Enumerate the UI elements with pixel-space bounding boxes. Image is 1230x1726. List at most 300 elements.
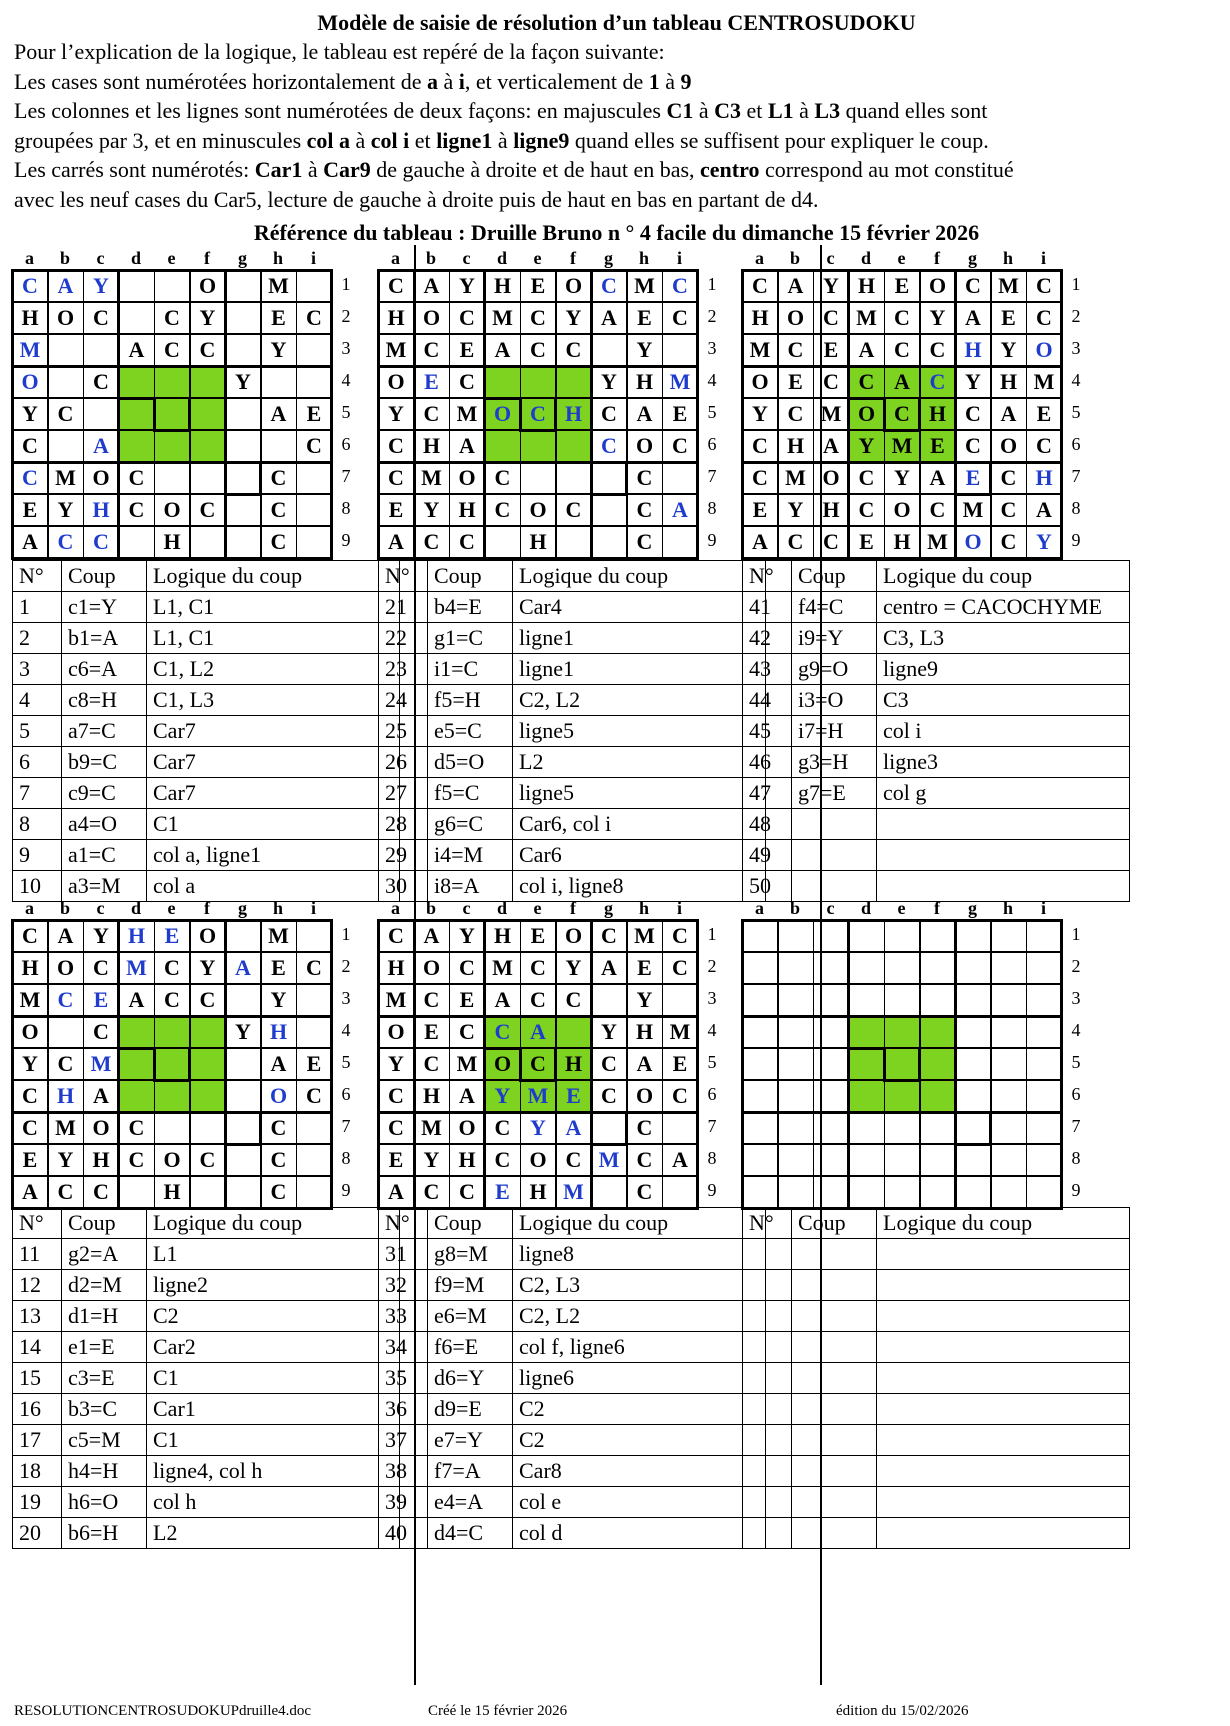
cell-b2[interactable]: O	[48, 302, 84, 334]
cell-a9[interactable]	[742, 1176, 778, 1208]
cell-i1[interactable]	[296, 270, 332, 302]
cell-f9[interactable]: M	[920, 526, 956, 558]
cell-c3[interactable]: E	[449, 984, 485, 1016]
cell-d9[interactable]	[119, 1176, 155, 1208]
cell-h5[interactable]: A	[627, 1048, 663, 1080]
cell-b5[interactable]	[778, 1048, 814, 1080]
cell-h6[interactable]	[991, 1080, 1027, 1112]
cell-f1[interactable]: O	[920, 270, 956, 302]
cell-e2[interactable]: C	[520, 302, 556, 334]
cell-d6[interactable]	[849, 1080, 885, 1112]
cell-c1[interactable]: Y	[449, 270, 485, 302]
cell-c2[interactable]: C	[813, 302, 849, 334]
cell-f9[interactable]	[920, 1176, 956, 1208]
cell-b6[interactable]: H	[48, 1080, 84, 1112]
cell-i7[interactable]	[1026, 1112, 1062, 1144]
cell-b1[interactable]: A	[48, 270, 84, 302]
cell-b6[interactable]	[48, 430, 84, 462]
cell-d9[interactable]	[849, 1176, 885, 1208]
cell-e8[interactable]: O	[520, 1144, 556, 1176]
cell-h6[interactable]: O	[991, 430, 1027, 462]
cell-h4[interactable]	[261, 366, 297, 398]
cell-g6[interactable]: C	[591, 430, 627, 462]
cell-i8[interactable]	[1026, 1144, 1062, 1176]
cell-g8[interactable]: M	[591, 1144, 627, 1176]
cell-g4[interactable]: Y	[225, 1016, 261, 1048]
cell-e5[interactable]: C	[520, 1048, 556, 1080]
cell-i6[interactable]	[1026, 1080, 1062, 1112]
cell-g7[interactable]: E	[955, 462, 991, 494]
cell-f3[interactable]	[920, 984, 956, 1016]
cell-i1[interactable]: C	[662, 270, 698, 302]
cell-a7[interactable]	[742, 1112, 778, 1144]
cell-h6[interactable]: O	[627, 430, 663, 462]
cell-e4[interactable]: A	[520, 1016, 556, 1048]
cell-h9[interactable]	[991, 1176, 1027, 1208]
cell-e6[interactable]	[520, 430, 556, 462]
cell-d2[interactable]: M	[485, 952, 521, 984]
cell-h5[interactable]: A	[261, 398, 297, 430]
cell-f3[interactable]: C	[556, 984, 592, 1016]
cell-c3[interactable]: E	[449, 334, 485, 366]
cell-e8[interactable]: O	[154, 1144, 190, 1176]
cell-c8[interactable]: H	[83, 1144, 119, 1176]
cell-c9[interactable]: C	[83, 1176, 119, 1208]
cell-a4[interactable]	[742, 1016, 778, 1048]
cell-e6[interactable]: M	[520, 1080, 556, 1112]
cell-g4[interactable]: Y	[591, 366, 627, 398]
cell-i9[interactable]	[296, 526, 332, 558]
cell-g1[interactable]: C	[955, 270, 991, 302]
cell-b1[interactable]: A	[778, 270, 814, 302]
cell-f7[interactable]	[920, 1112, 956, 1144]
cell-g5[interactable]: C	[591, 1048, 627, 1080]
cell-i5[interactable]: E	[296, 1048, 332, 1080]
cell-d6[interactable]	[119, 430, 155, 462]
cell-e9[interactable]: H	[884, 526, 920, 558]
cell-b4[interactable]: E	[414, 1016, 450, 1048]
cell-b5[interactable]: C	[48, 1048, 84, 1080]
cell-g1[interactable]: C	[591, 920, 627, 952]
cell-b7[interactable]: M	[778, 462, 814, 494]
cell-f7[interactable]: A	[920, 462, 956, 494]
cell-c6[interactable]: A	[83, 430, 119, 462]
cell-e3[interactable]: C	[154, 984, 190, 1016]
cell-d7[interactable]: C	[849, 462, 885, 494]
cell-i3[interactable]	[662, 334, 698, 366]
cell-a7[interactable]: C	[378, 462, 414, 494]
cell-f2[interactable]: Y	[556, 952, 592, 984]
cell-f1[interactable]: O	[556, 270, 592, 302]
cell-a9[interactable]: A	[12, 1176, 48, 1208]
cell-c2[interactable]: C	[83, 952, 119, 984]
cell-c9[interactable]	[813, 1176, 849, 1208]
cell-d4[interactable]: C	[849, 366, 885, 398]
cell-b1[interactable]: A	[414, 270, 450, 302]
cell-e5[interactable]	[154, 1048, 190, 1080]
cell-e2[interactable]: C	[154, 952, 190, 984]
cell-h3[interactable]: Y	[627, 984, 663, 1016]
cell-c7[interactable]: O	[83, 1112, 119, 1144]
cell-e1[interactable]	[154, 270, 190, 302]
cell-h4[interactable]: H	[991, 366, 1027, 398]
cell-f5[interactable]: H	[920, 398, 956, 430]
cell-a4[interactable]: O	[378, 1016, 414, 1048]
cell-b2[interactable]: O	[414, 952, 450, 984]
cell-b2[interactable]: O	[414, 302, 450, 334]
cell-b3[interactable]: C	[414, 334, 450, 366]
cell-b5[interactable]: C	[414, 1048, 450, 1080]
cell-i3[interactable]	[662, 984, 698, 1016]
cell-f9[interactable]	[556, 526, 592, 558]
cell-c8[interactable]: H	[449, 1144, 485, 1176]
cell-i3[interactable]	[296, 984, 332, 1016]
cell-i4[interactable]	[296, 366, 332, 398]
cell-e4[interactable]	[154, 366, 190, 398]
cell-g9[interactable]: O	[955, 526, 991, 558]
cell-c1[interactable]: Y	[449, 920, 485, 952]
cell-a9[interactable]: A	[378, 1176, 414, 1208]
cell-c5[interactable]: M	[449, 1048, 485, 1080]
cell-d6[interactable]	[485, 430, 521, 462]
cell-h8[interactable]: C	[991, 494, 1027, 526]
cell-e6[interactable]: M	[884, 430, 920, 462]
cell-d2[interactable]: M	[485, 302, 521, 334]
cell-b4[interactable]: E	[414, 366, 450, 398]
cell-d4[interactable]	[485, 366, 521, 398]
cell-c5[interactable]: M	[449, 398, 485, 430]
cell-b1[interactable]	[778, 920, 814, 952]
cell-c8[interactable]: H	[449, 494, 485, 526]
cell-d1[interactable]	[849, 920, 885, 952]
cell-h8[interactable]: C	[261, 1144, 297, 1176]
cell-d9[interactable]	[119, 526, 155, 558]
cell-g6[interactable]	[225, 1080, 261, 1112]
cell-a1[interactable]: C	[742, 270, 778, 302]
cell-b4[interactable]	[778, 1016, 814, 1048]
cell-c2[interactable]: C	[449, 302, 485, 334]
cell-f2[interactable]: Y	[190, 302, 226, 334]
cell-f7[interactable]	[190, 462, 226, 494]
cell-b7[interactable]: M	[48, 1112, 84, 1144]
cell-h4[interactable]	[991, 1016, 1027, 1048]
cell-b1[interactable]: A	[414, 920, 450, 952]
cell-c4[interactable]: C	[449, 366, 485, 398]
cell-c9[interactable]: C	[449, 1176, 485, 1208]
cell-c3[interactable]: E	[83, 984, 119, 1016]
cell-a9[interactable]: A	[378, 526, 414, 558]
cell-c4[interactable]: C	[449, 1016, 485, 1048]
cell-f7[interactable]	[190, 1112, 226, 1144]
cell-e9[interactable]: H	[154, 1176, 190, 1208]
cell-e8[interactable]: O	[520, 494, 556, 526]
cell-f8[interactable]: C	[556, 1144, 592, 1176]
cell-h2[interactable]: E	[991, 302, 1027, 334]
cell-h3[interactable]: Y	[991, 334, 1027, 366]
cell-h7[interactable]	[991, 1112, 1027, 1144]
cell-e8[interactable]	[884, 1144, 920, 1176]
cell-c7[interactable]: O	[813, 462, 849, 494]
cell-e7[interactable]	[520, 462, 556, 494]
cell-i7[interactable]	[296, 1112, 332, 1144]
cell-b4[interactable]: E	[778, 366, 814, 398]
cell-a6[interactable]: C	[12, 430, 48, 462]
cell-g2[interactable]	[225, 302, 261, 334]
cell-c7[interactable]	[813, 1112, 849, 1144]
cell-c5[interactable]: M	[83, 1048, 119, 1080]
cell-f3[interactable]: C	[556, 334, 592, 366]
cell-e4[interactable]	[884, 1016, 920, 1048]
cell-f2[interactable]: Y	[190, 952, 226, 984]
cell-c5[interactable]: M	[813, 398, 849, 430]
cell-e2[interactable]: C	[520, 952, 556, 984]
cell-b9[interactable]: C	[48, 1176, 84, 1208]
cell-f4[interactable]	[190, 1016, 226, 1048]
cell-h2[interactable]	[991, 952, 1027, 984]
cell-f1[interactable]	[920, 920, 956, 952]
cell-g5[interactable]	[225, 398, 261, 430]
cell-h5[interactable]: A	[261, 1048, 297, 1080]
cell-h9[interactable]: C	[261, 526, 297, 558]
cell-d2[interactable]: M	[119, 952, 155, 984]
cell-b7[interactable]: M	[414, 462, 450, 494]
cell-i1[interactable]: C	[662, 920, 698, 952]
cell-d1[interactable]: H	[849, 270, 885, 302]
cell-e5[interactable]: C	[520, 398, 556, 430]
cell-b5[interactable]: C	[48, 398, 84, 430]
cell-f5[interactable]	[190, 1048, 226, 1080]
cell-a3[interactable]: M	[12, 984, 48, 1016]
cell-c5[interactable]	[813, 1048, 849, 1080]
cell-f8[interactable]: C	[920, 494, 956, 526]
cell-c2[interactable]	[813, 952, 849, 984]
cell-g6[interactable]	[225, 430, 261, 462]
cell-d8[interactable]: C	[485, 494, 521, 526]
cell-g8[interactable]	[225, 1144, 261, 1176]
cell-e7[interactable]	[884, 1112, 920, 1144]
cell-g7[interactable]	[591, 462, 627, 494]
cell-e2[interactable]: C	[884, 302, 920, 334]
cell-g6[interactable]: C	[591, 1080, 627, 1112]
cell-b8[interactable]: Y	[48, 1144, 84, 1176]
cell-i3[interactable]	[296, 334, 332, 366]
cell-i7[interactable]	[296, 462, 332, 494]
cell-i5[interactable]: E	[296, 398, 332, 430]
cell-i4[interactable]	[1026, 1016, 1062, 1048]
cell-a8[interactable]: E	[12, 1144, 48, 1176]
cell-h3[interactable]	[991, 984, 1027, 1016]
cell-a7[interactable]: C	[378, 1112, 414, 1144]
cell-b2[interactable]: O	[778, 302, 814, 334]
cell-g5[interactable]	[955, 1048, 991, 1080]
cell-e7[interactable]: Y	[520, 1112, 556, 1144]
cell-b9[interactable]: C	[414, 1176, 450, 1208]
cell-h5[interactable]	[991, 1048, 1027, 1080]
cell-h9[interactable]: C	[261, 1176, 297, 1208]
cell-b8[interactable]: Y	[778, 494, 814, 526]
cell-c2[interactable]: C	[83, 302, 119, 334]
cell-i9[interactable]: Y	[1026, 526, 1062, 558]
cell-h1[interactable]: M	[261, 270, 297, 302]
cell-a8[interactable]: E	[378, 1144, 414, 1176]
cell-a6[interactable]: C	[12, 1080, 48, 1112]
cell-b6[interactable]: H	[414, 430, 450, 462]
cell-e1[interactable]: E	[520, 270, 556, 302]
cell-d6[interactable]: Y	[485, 1080, 521, 1112]
cell-d7[interactable]: C	[485, 1112, 521, 1144]
cell-g9[interactable]	[955, 1176, 991, 1208]
cell-h3[interactable]: Y	[627, 334, 663, 366]
cell-g3[interactable]: H	[955, 334, 991, 366]
cell-e7[interactable]	[154, 462, 190, 494]
cell-b5[interactable]: C	[778, 398, 814, 430]
cell-a4[interactable]: O	[742, 366, 778, 398]
cell-e1[interactable]: E	[884, 270, 920, 302]
cell-i9[interactable]	[296, 1176, 332, 1208]
cell-h6[interactable]	[261, 430, 297, 462]
cell-c8[interactable]	[813, 1144, 849, 1176]
cell-e9[interactable]: H	[154, 526, 190, 558]
cell-d7[interactable]: C	[119, 1112, 155, 1144]
cell-d5[interactable]: O	[485, 398, 521, 430]
cell-e5[interactable]	[154, 398, 190, 430]
cell-a4[interactable]: O	[12, 366, 48, 398]
cell-a8[interactable]: E	[742, 494, 778, 526]
cell-d4[interactable]: C	[485, 1016, 521, 1048]
cell-f8[interactable]	[920, 1144, 956, 1176]
cell-f2[interactable]: Y	[920, 302, 956, 334]
cell-f3[interactable]: C	[920, 334, 956, 366]
cell-c6[interactable]: A	[449, 1080, 485, 1112]
cell-h7[interactable]: C	[991, 462, 1027, 494]
cell-d7[interactable]	[849, 1112, 885, 1144]
cell-f8[interactable]: C	[190, 1144, 226, 1176]
cell-a5[interactable]: Y	[378, 398, 414, 430]
cell-e5[interactable]: C	[884, 398, 920, 430]
cell-g9[interactable]	[225, 1176, 261, 1208]
cell-e5[interactable]	[884, 1048, 920, 1080]
cell-d3[interactable]: A	[485, 984, 521, 1016]
cell-b3[interactable]: C	[48, 984, 84, 1016]
cell-a2[interactable]: H	[378, 302, 414, 334]
cell-a3[interactable]: M	[742, 334, 778, 366]
cell-f6[interactable]	[190, 1080, 226, 1112]
cell-b7[interactable]: M	[48, 462, 84, 494]
cell-g5[interactable]: C	[591, 398, 627, 430]
cell-d8[interactable]: C	[849, 494, 885, 526]
cell-e2[interactable]: C	[154, 302, 190, 334]
cell-e3[interactable]: C	[154, 334, 190, 366]
cell-c7[interactable]: O	[83, 462, 119, 494]
cell-b2[interactable]	[778, 952, 814, 984]
cell-e9[interactable]: H	[520, 526, 556, 558]
cell-f7[interactable]: A	[556, 1112, 592, 1144]
cell-b5[interactable]: C	[414, 398, 450, 430]
cell-i8[interactable]: A	[1026, 494, 1062, 526]
cell-e9[interactable]	[884, 1176, 920, 1208]
cell-i1[interactable]	[1026, 920, 1062, 952]
cell-d5[interactable]: O	[849, 398, 885, 430]
cell-g1[interactable]	[225, 270, 261, 302]
cell-c9[interactable]: C	[83, 526, 119, 558]
cell-d1[interactable]: H	[485, 920, 521, 952]
cell-a8[interactable]: E	[12, 494, 48, 526]
cell-i5[interactable]	[1026, 1048, 1062, 1080]
cell-i9[interactable]	[662, 1176, 698, 1208]
cell-f9[interactable]: M	[556, 1176, 592, 1208]
cell-h8[interactable]: C	[627, 1144, 663, 1176]
cell-d8[interactable]: C	[485, 1144, 521, 1176]
cell-a1[interactable]	[742, 920, 778, 952]
cell-a5[interactable]	[742, 1048, 778, 1080]
cell-c4[interactable]: C	[813, 366, 849, 398]
cell-b3[interactable]: C	[778, 334, 814, 366]
cell-a3[interactable]	[742, 984, 778, 1016]
cell-g5[interactable]: C	[955, 398, 991, 430]
cell-h9[interactable]: C	[991, 526, 1027, 558]
cell-g6[interactable]	[955, 1080, 991, 1112]
cell-i4[interactable]: M	[1026, 366, 1062, 398]
cell-d7[interactable]: C	[485, 462, 521, 494]
cell-d5[interactable]	[119, 1048, 155, 1080]
cell-a9[interactable]: A	[12, 526, 48, 558]
cell-f2[interactable]	[920, 952, 956, 984]
cell-d8[interactable]: C	[119, 1144, 155, 1176]
cell-i2[interactable]: C	[296, 952, 332, 984]
cell-f1[interactable]: O	[190, 920, 226, 952]
cell-i9[interactable]	[662, 526, 698, 558]
cell-d5[interactable]: O	[485, 1048, 521, 1080]
cell-a3[interactable]: M	[378, 334, 414, 366]
cell-f6[interactable]	[920, 1080, 956, 1112]
cell-h9[interactable]: C	[627, 1176, 663, 1208]
cell-i7[interactable]	[662, 462, 698, 494]
cell-d8[interactable]	[849, 1144, 885, 1176]
cell-i2[interactable]	[1026, 952, 1062, 984]
cell-b8[interactable]: Y	[414, 1144, 450, 1176]
cell-b3[interactable]: C	[414, 984, 450, 1016]
cell-g2[interactable]: A	[225, 952, 261, 984]
cell-g7[interactable]	[955, 1112, 991, 1144]
cell-d5[interactable]	[849, 1048, 885, 1080]
cell-i4[interactable]: M	[662, 366, 698, 398]
cell-h8[interactable]: C	[627, 494, 663, 526]
cell-g6[interactable]: C	[955, 430, 991, 462]
cell-g8[interactable]	[225, 494, 261, 526]
cell-g2[interactable]: A	[955, 302, 991, 334]
cell-b7[interactable]	[778, 1112, 814, 1144]
cell-f6[interactable]	[190, 430, 226, 462]
cell-d9[interactable]	[485, 526, 521, 558]
cell-e6[interactable]	[884, 1080, 920, 1112]
cell-f4[interactable]: C	[920, 366, 956, 398]
cell-i5[interactable]: E	[662, 398, 698, 430]
cell-a3[interactable]: M	[12, 334, 48, 366]
cell-i6[interactable]: C	[662, 430, 698, 462]
cell-h2[interactable]: E	[261, 302, 297, 334]
cell-g3[interactable]	[591, 334, 627, 366]
cell-g5[interactable]	[225, 1048, 261, 1080]
cell-a1[interactable]: C	[12, 270, 48, 302]
cell-i7[interactable]: H	[1026, 462, 1062, 494]
cell-i6[interactable]: C	[662, 1080, 698, 1112]
cell-h1[interactable]: M	[261, 920, 297, 952]
cell-a3[interactable]: M	[378, 984, 414, 1016]
cell-h6[interactable]: O	[261, 1080, 297, 1112]
cell-g4[interactable]: Y	[591, 1016, 627, 1048]
cell-f4[interactable]	[556, 366, 592, 398]
cell-e7[interactable]	[154, 1112, 190, 1144]
